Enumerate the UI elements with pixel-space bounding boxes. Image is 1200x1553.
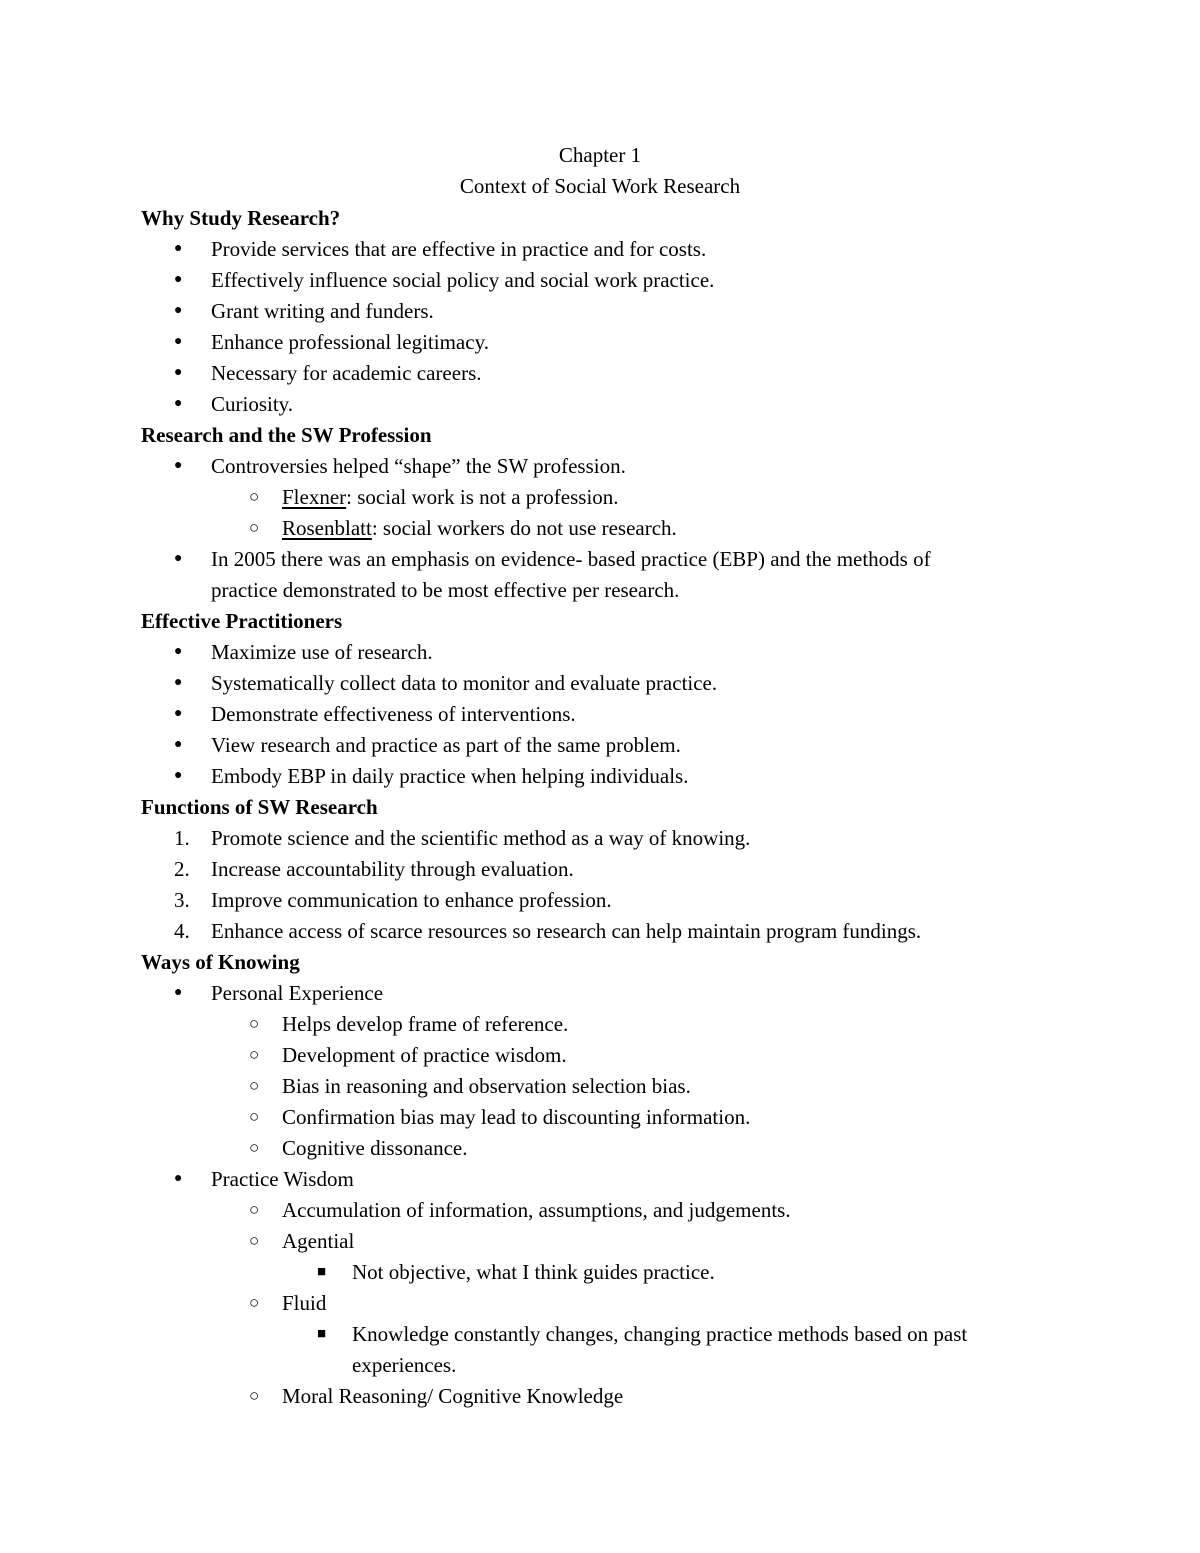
list-item: Necessary for academic careers. <box>211 361 482 385</box>
list-item: Grant writing and funders. <box>211 299 434 323</box>
bullet-marker: ● <box>174 1171 183 1186</box>
list-number: 3. <box>174 888 190 912</box>
sub-list-item: Cognitive dissonance. <box>282 1136 468 1160</box>
circle-marker: ○ <box>249 1200 260 1219</box>
list-item: Provide services that are effective in practice and for costs. <box>211 237 707 261</box>
sub-list-item <box>282 515 677 541</box>
sub-sub-list-item-continuation: experiences. <box>352 1353 457 1377</box>
square-marker: ■ <box>317 1326 327 1342</box>
sub-list-item: Agential <box>282 1229 355 1253</box>
rosenblatt-term: Rosenblatt <box>282 516 372 540</box>
list-item: Personal Experience <box>211 981 384 1005</box>
circle-marker: ○ <box>249 1138 260 1157</box>
circle-marker: ○ <box>249 518 260 537</box>
section-heading-why: Why Study Research? <box>141 206 341 230</box>
list-item: Controversies helped “shape” the SW profession. <box>211 454 626 478</box>
bullet-marker: ● <box>174 737 183 752</box>
bullet-marker: ● <box>174 768 183 783</box>
section-heading-profession: Research and the SW Profession <box>141 423 432 447</box>
list-item: In 2005 there was an emphasis on evidence- based practice (EBP) and the methods of <box>211 547 931 571</box>
bullet-marker: ● <box>174 303 183 318</box>
bullet-marker: ● <box>174 644 183 659</box>
list-number: 4. <box>174 919 190 943</box>
sub-sub-list-item: Not objective, what I think guides practice. <box>352 1260 715 1284</box>
rosenblatt-text: : social workers do not use research. <box>371 516 677 540</box>
circle-marker: ○ <box>249 1386 260 1405</box>
sub-sub-list-item: Knowledge constantly changes, changing practice methods based on past <box>352 1322 968 1346</box>
numbered-item: Promote science and the scientific method as a way of knowing. <box>211 826 751 850</box>
bullet-marker: ● <box>174 675 183 690</box>
numbered-item: Increase accountability through evaluation. <box>211 857 574 881</box>
section-heading-effective: Effective Practitioners <box>141 609 343 633</box>
flexner-text: : social work is not a profession. <box>346 485 619 509</box>
circle-marker: ○ <box>249 1107 260 1126</box>
sub-list-item: Helps develop frame of reference. <box>282 1012 569 1036</box>
section-heading-functions: Functions of SW Research <box>141 795 378 819</box>
bullet-marker: ● <box>174 272 183 287</box>
sub-list-item: Confirmation bias may lead to discounting information. <box>282 1105 751 1129</box>
circle-marker: ○ <box>249 1076 260 1095</box>
circle-marker: ○ <box>249 1014 260 1033</box>
chapter-title: Context of Social Work Research <box>459 174 741 198</box>
list-item: Effectively influence social policy and social work practice. <box>211 268 715 292</box>
list-item: Curiosity. <box>211 392 294 416</box>
list-item-continuation: practice demonstrated to be most effective per research. <box>211 578 680 602</box>
sub-list-item <box>282 484 619 510</box>
list-item: Embody EBP in daily practice when helping individuals. <box>211 764 689 788</box>
flexner-term: Flexner <box>282 485 347 509</box>
sub-list-item: Moral Reasoning/ Cognitive Knowledge <box>282 1384 624 1408</box>
sub-list-item: Accumulation of information, assumptions, and judgements. <box>282 1198 791 1222</box>
numbered-item: Enhance access of scarce resources so research can help maintain program fundings. <box>211 919 922 943</box>
sub-list-item: Development of practice wisdom. <box>282 1043 567 1067</box>
bullet-marker: ● <box>174 241 183 256</box>
circle-marker: ○ <box>249 487 260 506</box>
bullet-marker: ● <box>174 551 183 566</box>
sub-list-item: Bias in reasoning and observation selection bias. <box>282 1074 691 1098</box>
chapter-label: Chapter 1 <box>558 143 642 167</box>
square-marker: ■ <box>317 1264 327 1280</box>
numbered-item: Improve communication to enhance profession. <box>211 888 612 912</box>
bullet-marker: ● <box>174 396 183 411</box>
bullet-marker: ● <box>174 334 183 349</box>
bullet-marker: ● <box>174 365 183 380</box>
list-item: Systematically collect data to monitor and evaluate practice. <box>211 671 718 695</box>
circle-marker: ○ <box>249 1045 260 1064</box>
list-item: Enhance professional legitimacy. <box>211 330 489 354</box>
list-item: View research and practice as part of the same problem. <box>211 733 681 757</box>
list-item: Practice Wisdom <box>211 1167 354 1191</box>
list-item: Maximize use of research. <box>211 640 433 664</box>
bullet-marker: ● <box>174 458 183 473</box>
bullet-marker: ● <box>174 985 183 1000</box>
list-item: Demonstrate effectiveness of interventions. <box>211 702 576 726</box>
bullet-marker: ● <box>174 706 183 721</box>
circle-marker: ○ <box>249 1231 260 1250</box>
list-number: 1. <box>174 826 190 850</box>
section-heading-knowing: Ways of Knowing <box>141 950 300 974</box>
sub-list-item: Fluid <box>282 1291 327 1315</box>
list-number: 2. <box>174 857 190 881</box>
circle-marker: ○ <box>249 1293 260 1312</box>
